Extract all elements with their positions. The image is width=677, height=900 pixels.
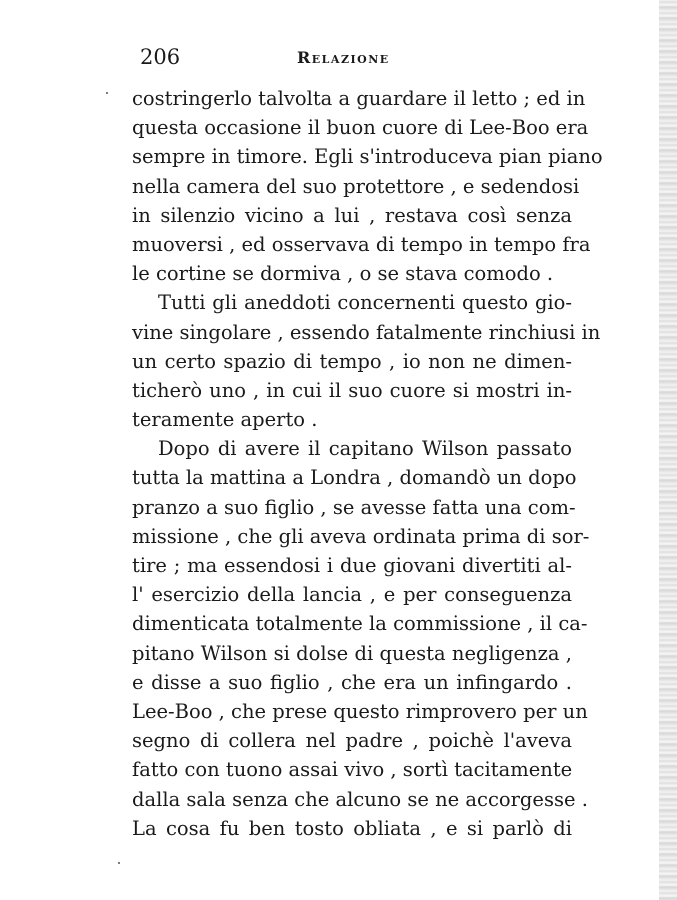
text-line: un certo spazio di tempo , io non ne dimen- bbox=[132, 349, 572, 373]
text-line: tutta la mattina a Londra , domandò un dopo bbox=[132, 466, 577, 490]
text-line: ticherò uno , in cui il suo cuore si mostri in- bbox=[132, 378, 572, 402]
text-line: dimenticata totalmente la commissione , il ca- bbox=[132, 612, 588, 636]
text-line: pitano Wilson si dolse di questa negligenza , bbox=[132, 641, 572, 665]
text-line: La cosa fu ben tosto obliata , e si parlò di bbox=[132, 816, 572, 840]
body-text bbox=[132, 84, 603, 843]
text-line: sempre in timore. Egli s'introduceva pian piano bbox=[132, 145, 603, 169]
page-header bbox=[140, 45, 580, 75]
text-line: questa occasione il buon cuore di Lee-Boo era bbox=[132, 116, 589, 140]
text-line: muoversi , ed osservava di tempo in tempo fra bbox=[132, 232, 591, 256]
running-head: Relazione bbox=[297, 48, 390, 67]
page-number: 206 bbox=[140, 45, 181, 69]
text-line: Dopo di avere il capitano Wilson passato bbox=[158, 437, 572, 461]
text-line: nella camera del suo protettore , e sedendosi bbox=[132, 174, 580, 198]
text-line: segno di collera nel padre , poichè l'aveva bbox=[132, 729, 572, 753]
text-line: fatto con tuono assai vivo , sortì tacitamente bbox=[132, 758, 573, 782]
text-line: vine singolare , essendo fatalmente rinchiusi in bbox=[132, 320, 601, 344]
text-line: le cortine se dormiva , o se stava comodo . bbox=[132, 262, 554, 286]
ink-speck bbox=[118, 862, 120, 864]
text-line: dalla sala senza che alcuno se ne accorgesse . bbox=[132, 787, 588, 811]
ink-speck bbox=[106, 92, 108, 94]
text-line: costringerlo talvolta a guardare il letto ; ed in bbox=[132, 87, 586, 110]
text-line: missione , che gli aveva ordinata prima di sor- bbox=[132, 524, 590, 548]
text-line: Lee-Boo , che prese questo rimprovero per un bbox=[132, 699, 588, 723]
text-line: teramente aperto . bbox=[132, 408, 318, 432]
text-line: tire ; ma essendosi i due giovani divertiti al- bbox=[132, 554, 572, 577]
text-line: pranzo a suo figlio , se avesse fatta una com- bbox=[132, 495, 576, 519]
page-edge bbox=[659, 0, 677, 900]
text-line: l' esercizio della lancia , e per conseguenza bbox=[132, 583, 572, 607]
text-line: e disse a suo figlio , che era un infingardo . bbox=[132, 670, 572, 694]
text-line: in silenzio vicino a lui , restava così senza bbox=[132, 203, 572, 227]
text-line: Tutti gli aneddoti concernenti questo gio- bbox=[158, 291, 572, 315]
